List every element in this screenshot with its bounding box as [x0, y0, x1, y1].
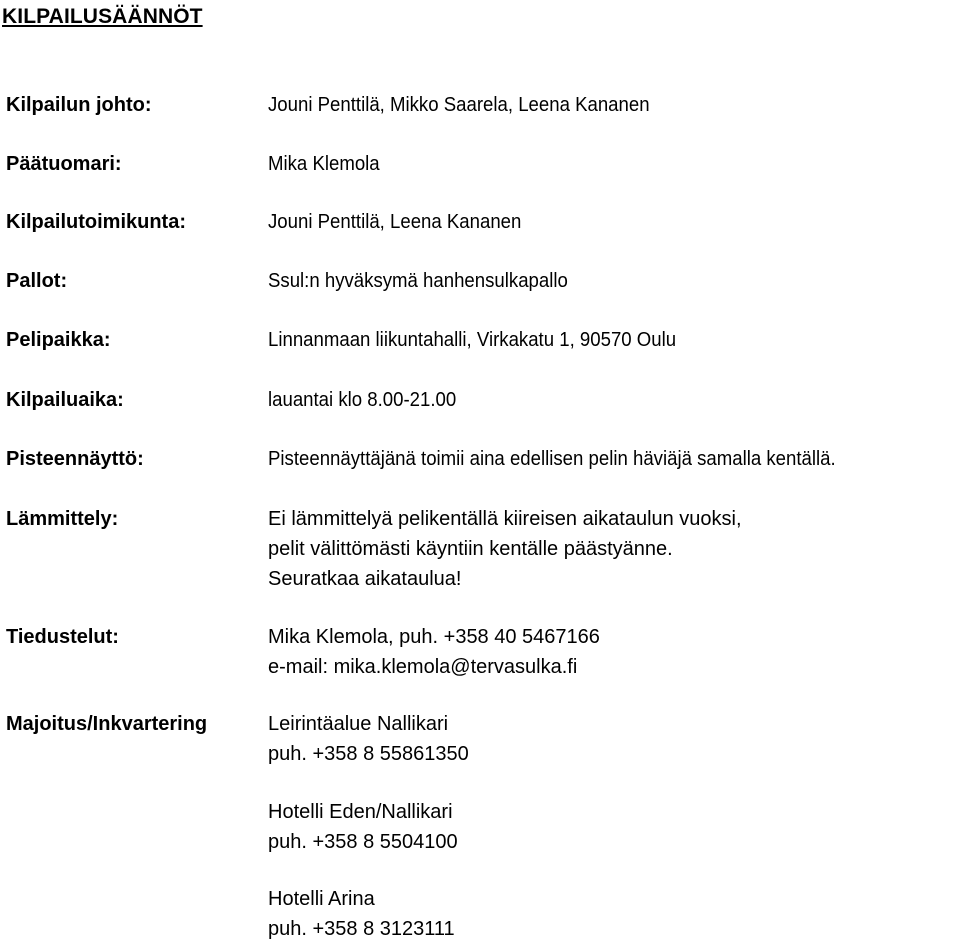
- accommodation-phone: puh. +358 8 3123111: [268, 918, 455, 940]
- lammittely-line: Seuratkaa aikataulua!: [268, 568, 462, 590]
- value-pelipaikka: Linnanmaan liikuntahalli, Virkakatu 1, 90570 Oulu: [268, 329, 677, 351]
- accommodation-name: Leirintäalue Nallikari: [268, 713, 449, 735]
- value-tiedustelut: [268, 622, 600, 682]
- accommodation-name: Hotelli Arina: [268, 888, 375, 910]
- value-kilpailuaika: lauantai klo 8.00-21.00: [268, 389, 457, 411]
- label-pisteennaytto: Pisteennäyttö:: [6, 448, 144, 470]
- lammittely-line: Ei lämmittelyä pelikentällä kiireisen aikataulun vuoksi,: [268, 508, 742, 530]
- label-majoitus: Majoitus/Inkvartering: [6, 713, 208, 735]
- value-paatuomari: Mika Klemola: [268, 153, 380, 175]
- page-title: KILPAILUSÄÄNNÖT: [2, 5, 203, 28]
- value-majoitus-2: [268, 797, 458, 857]
- tiedustelut-contact: Mika Klemola, puh. +358 40 5467166: [268, 626, 600, 648]
- accommodation-name: Hotelli Eden/Nallikari: [268, 801, 453, 823]
- accommodation-phone: puh. +358 8 55861350: [268, 743, 469, 765]
- label-kilpailutoimikunta: Kilpailutoimikunta:: [6, 211, 186, 233]
- lammittely-line: pelit välittömästi käyntiin kentälle päästyänne.: [268, 538, 673, 560]
- value-kilpailutoimikunta: Jouni Penttilä, Leena Kananen: [268, 211, 522, 233]
- label-pelipaikka: Pelipaikka:: [6, 329, 111, 351]
- value-pallot: Ssul:n hyväksymä hanhensulkapallo: [268, 270, 568, 292]
- accommodation-phone: puh. +358 8 5504100: [268, 831, 458, 853]
- value-majoitus: [268, 709, 469, 769]
- value-pisteennaytto: Pisteennäyttäjänä toimii aina edellisen pelin häviäjä samalla kentällä.: [268, 448, 836, 470]
- tiedustelut-email: e-mail: mika.klemola@tervasulka.fi: [268, 656, 578, 678]
- value-lammittely: [268, 504, 742, 594]
- label-tiedustelut: Tiedustelut:: [6, 626, 119, 648]
- value-kilpailun-johto: Jouni Penttilä, Mikko Saarela, Leena Kananen: [268, 94, 650, 116]
- label-kilpailun-johto: Kilpailun johto:: [6, 94, 152, 116]
- label-paatuomari: Päätuomari:: [6, 153, 122, 175]
- value-majoitus-3: [268, 884, 455, 944]
- label-pallot: Pallot:: [6, 270, 68, 292]
- label-lammittely: Lämmittely:: [6, 508, 119, 530]
- label-kilpailuaika: Kilpailuaika:: [6, 389, 124, 411]
